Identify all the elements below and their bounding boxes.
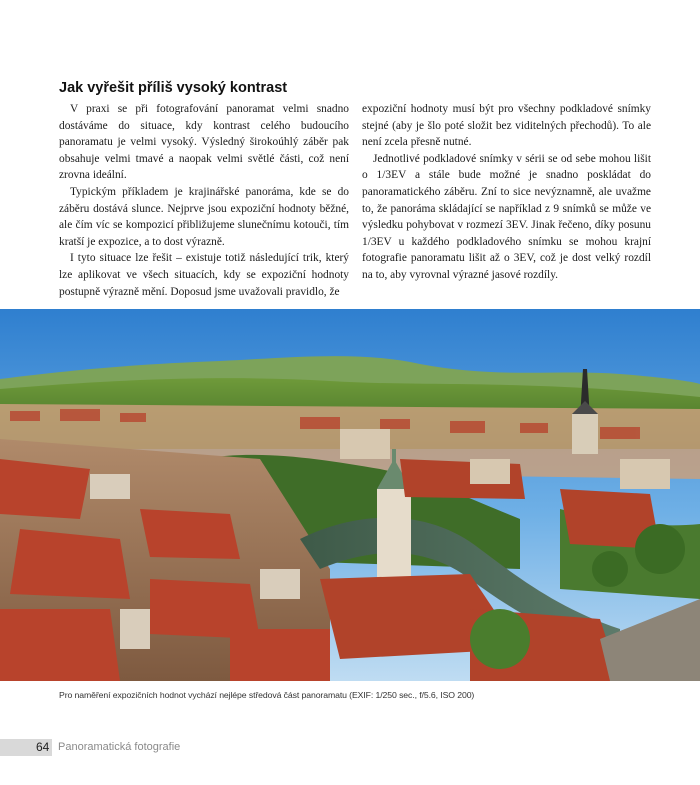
page-number: 64 [36, 740, 50, 754]
paragraph: expoziční hodnoty musí být pro všechny podkladové snímky stejné (aby je šlo poté složit bez viditelných přechodů). To ale není zcela přesně nutné. [362, 103, 651, 149]
running-title: Panoramatická fotografie [58, 741, 181, 753]
left-text-column [59, 101, 349, 300]
paragraph: Jednotlivé podkladové snímky v sérii se od sebe mohou lišit o 1/3EV a stále bude možné je snadno poskládat do panoramatického záběru. Zní to sice nevýznamně, ale uvažme to, že panoráma skládající se například z 9 snímků se může ve výsledku pohybovat v rozmezí 3EV. Jinak řečeno, díky posunu 1/3EV u každého podkladového snímku se mohou krajní fotografie panoramatu lišit až o 3EV, což je dost velký rozdíl na to, aby vyrovnal výrazné jasové rozdíly. [362, 152, 651, 281]
paragraph: V praxi se při fotografování panoramat velmi snadno dostáváme do situace, kdy kontrast celého budoucího panoramatu je velmi vysoký. Výsledný širokoúhlý záběr pak obsahuje velmi tmavé a naopak velmi světlé části, což není zrovna ideální. [59, 103, 349, 182]
paragraph: Typickým příkladem je krajinářské panoráma, kde se do záběru dostává slunce. Nejprve jsou expoziční hodnoty běžné, ale čím víc se kompozicí přibližujeme slunečnímu kotouči, tím kratší je expozice, a to dost výrazně. [59, 185, 349, 248]
paragraph: I tyto situace lze řešit – existuje totiž následující trik, který lze aplikovat ve všech situacích, kdy se expoziční hodnoty postupně výrazně mění. Doposud jsme uvažovali pravidlo, že [59, 252, 349, 298]
panorama-photo [0, 309, 700, 681]
right-text-column [362, 101, 651, 284]
photo-caption: Pro naměření expozičních hodnot vychází nejlépe středová část panoramatu (EXIF: 1/250 sec., f/5.6, ISO 200) [59, 690, 475, 700]
page-footer [0, 739, 700, 756]
section-heading: Jak vyřešit příliš vysoký kontrast [59, 80, 288, 96]
